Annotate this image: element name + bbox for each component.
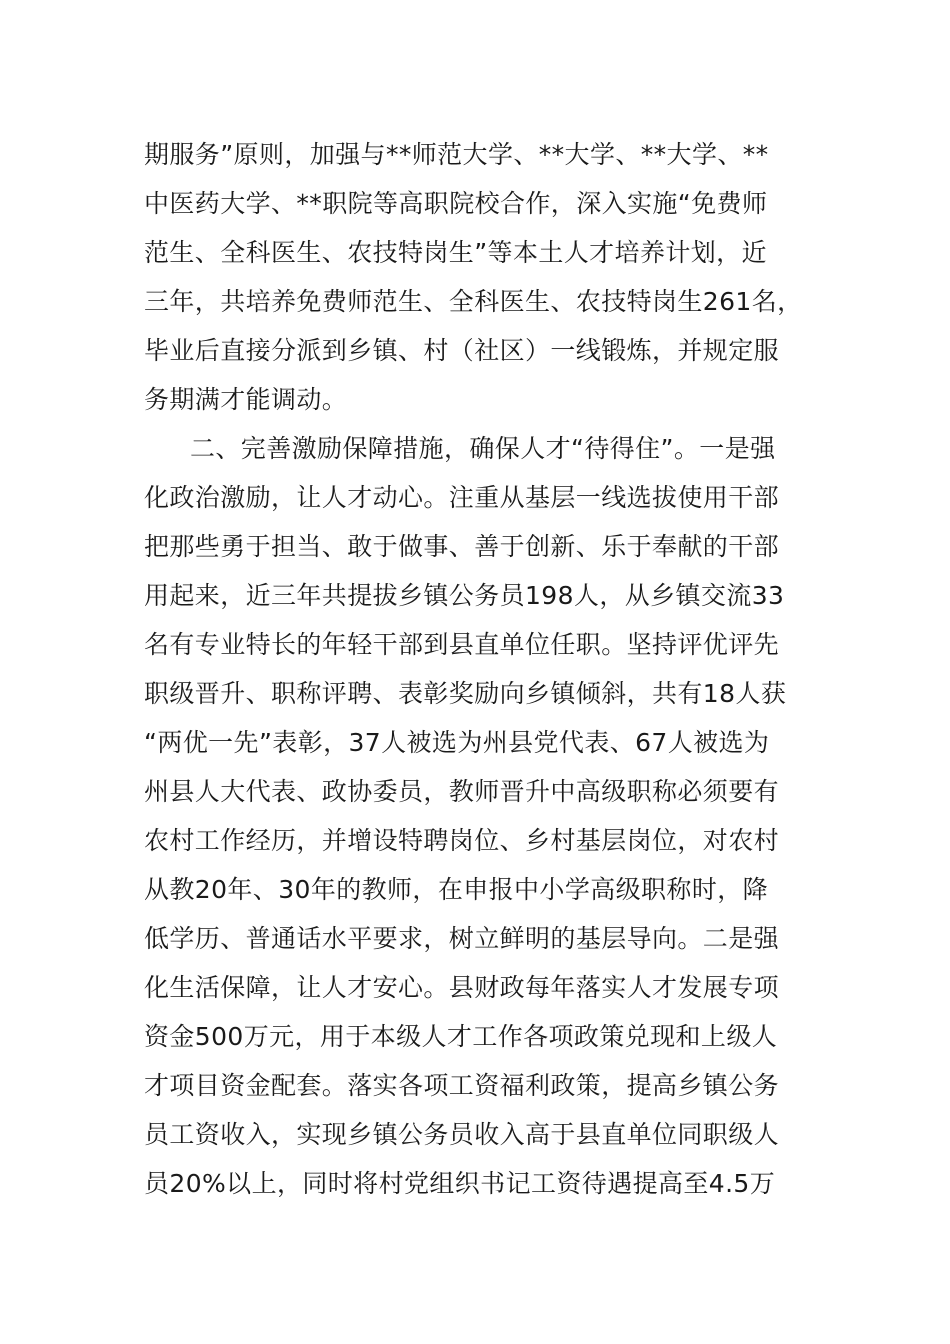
text-line: 务期满才能调动。: [144, 385, 348, 414]
text-line: “两优一先”表彰，37人被选为州县党代表、67人被选为: [144, 728, 770, 757]
text-line: 三年，共培养免费师范生、全科医生、农技特岗生261名，: [144, 287, 803, 316]
text-line: 用起来，近三年共提拔乡镇公务员198人，从乡镇交流33: [144, 581, 785, 610]
text-line: 职级晋升、职称评聘、表彰奖励向乡镇倾斜，共有18人获: [144, 679, 787, 708]
text-line: 中医药大学、**职院等高职院校合作，深入实施“免费师: [144, 189, 768, 218]
text-line: 州县人大代表、政协委员，教师晋升中高级职称必须要有: [144, 777, 780, 806]
text-line: 名有专业特长的年轻干部到县直单位任职。坚持评优评先: [144, 630, 780, 659]
text-line: 从教20年、30年的教师，在申报中小学高级职称时，降: [144, 875, 769, 904]
text-line: 把那些勇于担当、敢于做事、善于创新、乐于奉献的干部: [144, 532, 780, 561]
text-line: 低学历、普通话水平要求，树立鲜明的基层导向。二是强: [144, 924, 780, 953]
text-line: 毕业后直接分派到乡镇、村（社区）一线锻炼，并规定服: [144, 336, 780, 365]
text-line: 才项目资金配套。落实各项工资福利政策，提高乡镇公务: [144, 1071, 780, 1100]
text-line: 员工资收入，实现乡镇公务员收入高于县直单位同职级人: [144, 1120, 780, 1149]
text-line: 期服务”原则，加强与**师范大学、**大学、**大学、**: [144, 140, 769, 169]
text-line: 范生、全科医生、农技特岗生”等本土人才培养计划，近: [144, 238, 767, 267]
text-line: 化政治激励，让人才动心。注重从基层一线选拔使用干部: [144, 483, 780, 512]
text-line: 化生活保障，让人才安心。县财政每年落实人才发展专项: [144, 973, 780, 1002]
text-line: 资金500万元，用于本级人才工作各项政策兑现和上级人: [144, 1022, 778, 1051]
text-line: 农村工作经历，并增设特聘岗位、乡村基层岗位，对农村: [144, 826, 780, 855]
text-line: 员20%以上，同时将村党组织书记工资待遇提高至4.5万: [144, 1169, 776, 1198]
paragraph-heading-line: 二、完善激励保障措施，确保人才“待得住”。一是强: [190, 434, 776, 463]
